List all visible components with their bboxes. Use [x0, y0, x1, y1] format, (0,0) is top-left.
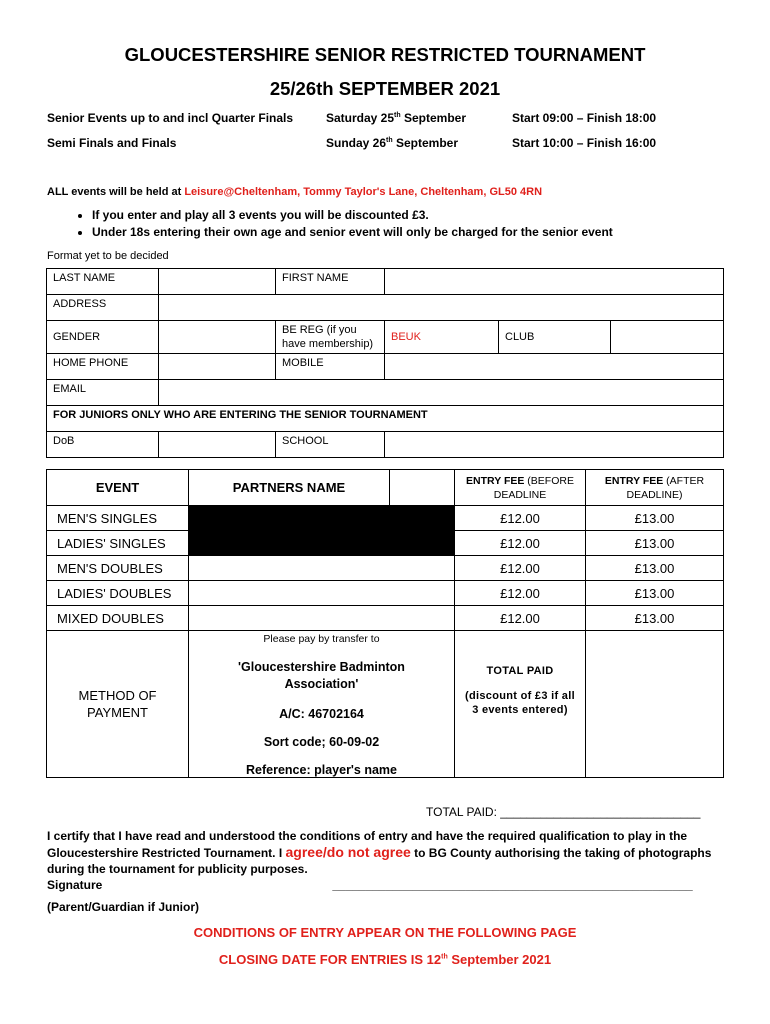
schedule-label-1: Senior Events up to and incl Quarter Finals: [47, 111, 294, 125]
parent-guardian-note: (Parent/Guardian if Junior): [47, 900, 200, 914]
fee-before: £12.00: [455, 581, 586, 606]
schedule-label-2: Semi Finals and Finals: [47, 136, 177, 150]
payment-row: [47, 631, 724, 778]
event-name: MEN'S DOUBLES: [47, 556, 189, 581]
schedule-time-2: Start 10:00 – Finish 16:00: [512, 136, 657, 150]
conditions-note: CONDITIONS OF ENTRY APPEAR ON THE FOLLOWING PAGE: [193, 925, 577, 940]
method-of-payment-label: METHOD OF PAYMENT: [47, 631, 189, 778]
label-club: CLUB: [499, 321, 611, 354]
signature-line[interactable]: ______________________________________________________: [332, 878, 693, 892]
label-address: ADDRESS: [47, 295, 159, 321]
club-field[interactable]: [611, 321, 724, 354]
col-event: EVENT: [47, 470, 189, 506]
fee-after: £13.00: [586, 606, 724, 631]
table-row: [47, 531, 724, 556]
sort-code: Sort code; 60-09-02: [263, 735, 380, 749]
label-gender: GENDER: [47, 321, 159, 354]
payment-hint: Please pay by transfer to: [263, 633, 380, 645]
school-field[interactable]: [385, 432, 724, 458]
certification-text: I certify that I have read and understood the conditions of entry and have the required qualification to play in the Gloucestershire Restricted Tournament. I agree/do not agree to BG County authorising the taking of photographs during the tournament for publicity purposes. Signature ______________________________________________________: [47, 829, 712, 892]
last-name-field[interactable]: [159, 269, 276, 295]
partner-field[interactable]: [189, 556, 455, 581]
total-paid-box: [455, 631, 586, 778]
address-field[interactable]: [159, 295, 724, 321]
personal-details-form: [46, 268, 724, 458]
discount-note: (discount of £3 if all 3 events entered): [465, 690, 575, 716]
label-mobile: MOBILE: [276, 354, 385, 380]
tournament-dates: 25/26th SEPTEMBER 2021: [269, 78, 501, 99]
partner-field-redacted: [189, 531, 455, 556]
payment-details: [189, 631, 455, 778]
email-field[interactable]: [159, 380, 724, 406]
agree-option[interactable]: agree/do not agree: [285, 844, 411, 860]
col-fee-after: ENTRY FEE (AFTER DEADLINE): [586, 470, 724, 506]
venue-location: Leisure@Cheltenham, Tommy Taylor's Lane, Cheltenham, GL50 4RN: [184, 186, 543, 198]
bullet-under-18: • Under 18s entering their own age and senior event will only be charged for the senior event: [92, 225, 613, 240]
fee-before: £12.00: [455, 556, 586, 581]
fee-after: £13.00: [586, 556, 724, 581]
label-home-phone: HOME PHONE: [47, 354, 159, 380]
venue-line: ALL events will be held at Leisure@Cheltenham, Tommy Taylor's Lane, Cheltenham, GL50 4RN: [47, 186, 543, 198]
payment-reference: Reference: player's name: [246, 763, 397, 777]
signature-label: Signature: [47, 878, 103, 892]
be-reg-field[interactable]: BEUK: [385, 321, 499, 354]
label-first-name: FIRST NAME: [276, 269, 385, 295]
schedule-day-1: Saturday 25th September: [326, 111, 467, 125]
home-phone-field[interactable]: [159, 354, 276, 380]
table-row: [47, 556, 724, 581]
table-row: [47, 606, 724, 631]
juniors-only-heading: FOR JUNIORS ONLY WHO ARE ENTERING THE SENIOR TOURNAMENT: [47, 406, 724, 432]
label-school: SCHOOL: [276, 432, 385, 458]
label-last-name: LAST NAME: [47, 269, 159, 295]
fee-before: £12.00: [455, 531, 586, 556]
label-email: EMAIL: [47, 380, 159, 406]
partner-field-redacted: [189, 506, 455, 531]
bullet-discount: • If you enter and play all 3 events you will be discounted £3.: [92, 208, 613, 223]
col-fee-before: ENTRY FEE (BEFORE DEADLINE: [455, 470, 586, 506]
event-name: MEN'S SINGLES: [47, 506, 189, 531]
discount-bullets: [62, 208, 613, 242]
page-title: GLOUCESTERSHIRE SENIOR RESTRICTED TOURNAMENT: [124, 44, 646, 65]
total-paid-label: TOTAL PAID: [486, 665, 554, 677]
fee-before: £12.00: [455, 506, 586, 531]
closing-date: CLOSING DATE FOR ENTRIES IS 12th September 2021: [218, 952, 552, 967]
gender-field[interactable]: [159, 321, 276, 354]
fee-after: £13.00: [586, 581, 724, 606]
fee-after: £13.00: [586, 531, 724, 556]
table-row: [47, 581, 724, 606]
fee-before: £12.00: [455, 606, 586, 631]
schedule-time-1: Start 09:00 – Finish 18:00: [512, 111, 657, 125]
col-partner: PARTNERS NAME: [189, 470, 390, 506]
label-dob: DoB: [47, 432, 159, 458]
dob-field[interactable]: [159, 432, 276, 458]
partner-field[interactable]: [189, 581, 455, 606]
fee-after: £13.00: [586, 506, 724, 531]
account-number: A/C: 46702164: [279, 707, 364, 721]
total-paid-field[interactable]: [586, 631, 724, 778]
first-name-field[interactable]: [385, 269, 724, 295]
event-name: MIXED DOUBLES: [47, 606, 189, 631]
payee-name: 'Gloucestershire Badminton Association': [238, 660, 405, 691]
label-be-reg: BE REG (if you have membership): [276, 321, 385, 354]
table-row: [47, 506, 724, 531]
partner-field[interactable]: [189, 606, 455, 631]
format-note: Format yet to be decided: [47, 250, 169, 262]
schedule-day-2: Sunday 26th September: [326, 136, 458, 150]
col-blank: [390, 470, 455, 506]
event-name: LADIES' SINGLES: [47, 531, 189, 556]
mobile-field[interactable]: [385, 354, 724, 380]
events-table: [46, 469, 724, 778]
total-paid-line: TOTAL PAID: ______________________________: [426, 805, 701, 819]
event-name: LADIES' DOUBLES: [47, 581, 189, 606]
